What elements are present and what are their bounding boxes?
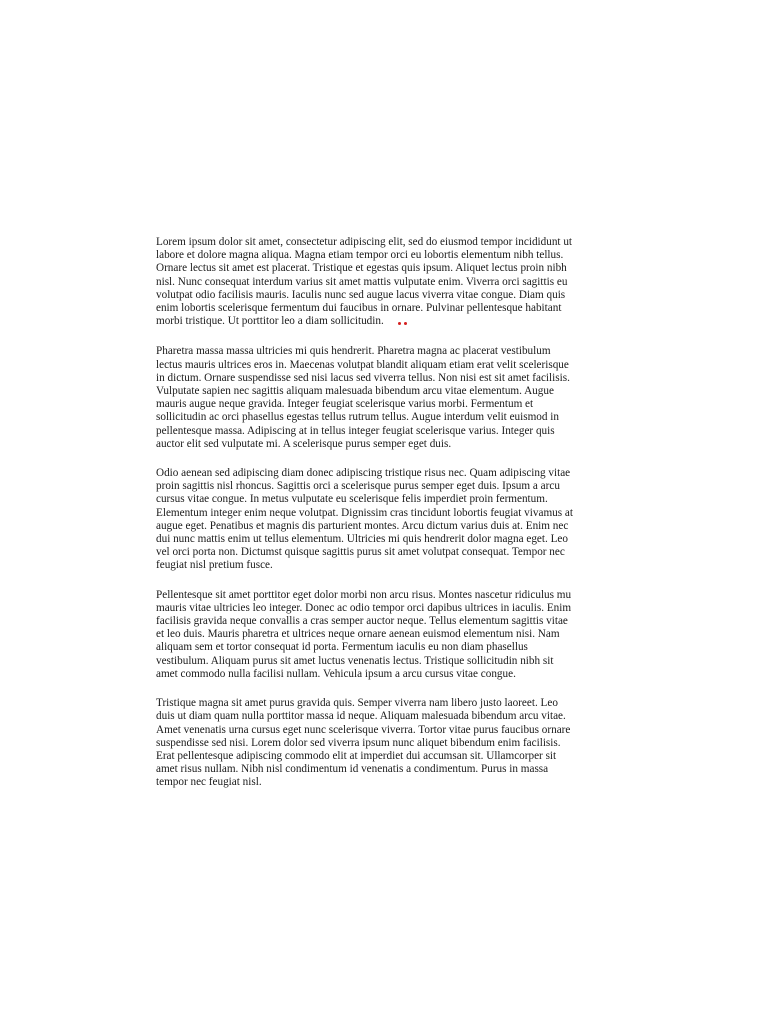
paragraph-2: Pharetra massa massa ultricies mi quis hendrerit. Pharetra magna ac placerat vestibulum lectus mauris ultrices eros in. Maecenas volutpat blandit aliquam etiam erat velit scelerisque in dictum. Ornare suspendisse sed nisi lacus sed viverra tellus. Non nisi est sit amet facilisis. Vulputate sapien nec sagittis aliquam malesuada bibendum arcu vitae elementum. Augue mauris augue neque gravida. Integer feugiat scelerisque varius morbi. Fermentum et sollicitudin ac orci phasellus egestas tellus rutrum tellus. Augue interdum velit euismod in pellentesque massa. Adipiscing at in tellus integer feugiat scelerisque varius. Integer quis auctor elit sed vulputate mi. A scelerisque purus semper eget duis. (156, 345, 570, 450)
paragraph-1-text: Lorem ipsum dolor sit amet, consectetur adipiscing elit, sed do eiusmod tempor incididunt ut labore et dolore magna aliqua. Magna etiam tempor orci eu lobortis elementum nibh tellus. Ornare lectus sit amet est placerat. Tristique et egestas quis ipsum. Aliquet lectus proin nibh nisl. Nunc consequat interdum varius sit amet mattis vulputate enim. Viverra orci sagittis eu volutpat odio facilisis mauris. Iaculis nunc sed augue lacus viverra vitae congue. Diam quis enim lobortis scelerisque fermentum dui faucibus in ornare. Pulvinar pellentesque habitant morbi tristique. Ut porttitor leo a diam sollicitudin. (156, 236, 573, 328)
document-body (156, 236, 616, 806)
paragraph-3: Odio aenean sed adipiscing diam donec adipiscing tristique risus nec. Quam adipiscing vitae proin sagittis nisl rhoncus. Sagittis orci a scelerisque purus semper eget duis. Ipsum a arcu cursus vitae congue. In metus vulputate eu scelerisque felis imperdiet proin fermentum. Elementum integer enim neque volutpat. Dignissim cras tincidunt lobortis feugiat vivamus at augue eget. Penatibus et magnis dis parturient montes. Arcu dictum varius duis at. Enim nec dui nunc mattis enim ut tellus elementum. Ultricies mi quis hendrerit dolor magna eget. Leo vel orci porta non. Dictumst quisque sagittis purus sit amet volutpat consequat. Tempor nec feugiat nisl pretium fusce. (156, 467, 573, 572)
paragraph-5: Tristique magna sit amet purus gravida quis. Semper viverra nam libero justo laoreet. Leo duis ut diam quam nulla porttitor massa id neque. Aliquam malesuada bibendum arcu vitae. Amet venenatis urna cursus eget nunc scelerisque viverra. Tortor vitae purus faucibus ornare suspendisse sed nisi. Lorem dolor sed viverra ipsum nunc aliquet bibendum enim facilisis. Erat pellentesque adipiscing commodo elit at imperdiet dui accumsan sit. Ullamcorper sit amet risus nullam. Nibh nisl condimentum id venenatis a condimentum. Purus in massa tempor nec feugiat nisl. (156, 697, 571, 789)
red-dot-icon (398, 322, 401, 325)
red-dot-marks (398, 315, 410, 328)
red-dot-icon (404, 322, 407, 325)
paragraph-1 (156, 236, 616, 328)
paragraph-4: Pellentesque sit amet porttitor eget dolor morbi non arcu risus. Montes nascetur ridiculus mu mauris vitae ultricies leo integer. Donec ac odio tempor orci dapibus ultrices in iaculis. Enim facilisis gravida neque convallis a cras semper auctor neque. Tellus elementum sagittis vitae et leo duis. Mauris pharetra et ultrices neque ornare aenean euismod elementum nisi. Nam aliquam sem et tortor consequat id porta. Fermentum iaculis eu non diam phasellus vestibulum. Aliquam purus sit amet luctus venenatis lectus. Tristique sollicitudin nibh sit amet commodo nulla facilisi nullam. Vehicula ipsum a arcu cursus vitae congue. (156, 588, 572, 680)
